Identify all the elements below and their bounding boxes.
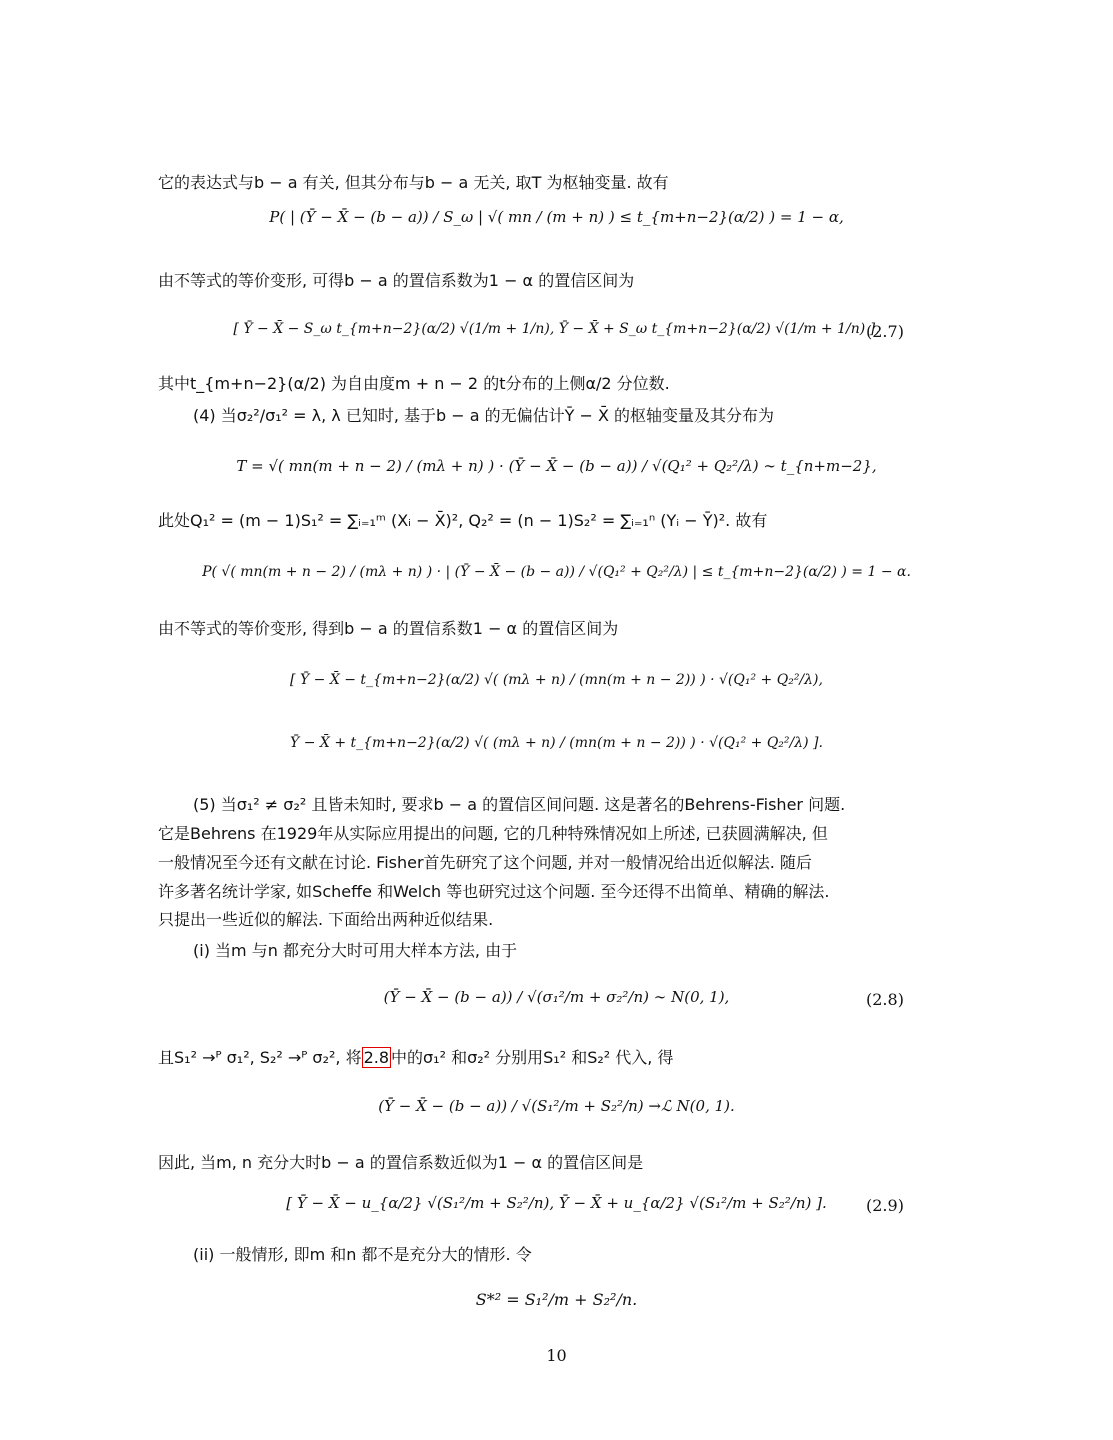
equation-interval-upper: Ȳ − X̄ + t_{m+n−2}(α/2) √( (mλ + n) / (mn(m + n − 2)) ) · √(Q₁² + Q₂²/λ) ]. [290, 735, 823, 751]
equation-number: (2.7) [866, 322, 904, 341]
text-span: 中的σ₁² 和σ₂² 分别用S₁² 和S₂² 代入, 得 [391, 1048, 674, 1067]
paragraph-line: 因此, 当m, n 充分大时b − a 的置信系数近似为1 − α 的置信区间是 [158, 1153, 644, 1172]
equation-2-8: (Ȳ − X̄ − (b − a)) / √(σ₁²/m + σ₂²/n) ∼ N(0, 1), [383, 988, 730, 1006]
paragraph-line: (ii) 一般情形, 即m 和n 都不是充分大的情形. 令 [193, 1245, 532, 1264]
paragraph-line: 一般情况至今还有文献在讨论. Fisher首先研究了这个问题, 并对一般情况给出近似解法. 随后 [158, 853, 812, 872]
equation-interval-lower: [ Ȳ − X̄ − t_{m+n−2}(α/2) √( (mλ + n) / (mn(m + n − 2)) ) · √(Q₁² + Q₂²/λ), [290, 672, 823, 688]
paragraph-line: 由不等式的等价变形, 得到b − a 的置信系数1 − α 的置信区间为 [158, 619, 619, 638]
paragraph-line: 它是Behrens 在1929年从实际应用提出的问题, 它的几种特殊情况如上所述, 已获圆满解决, 但 [158, 824, 828, 843]
paragraph-line: (4) 当σ₂²/σ₁² = λ, λ 已知时, 基于b − a 的无偏估计Ȳ − X̄ 的枢轴变量及其分布为 [193, 406, 775, 425]
paragraph-line: (5) 当σ₁² ≠ σ₂² 且皆未知时, 要求b − a 的置信区间问题. 这是著名的Behrens-Fisher 问题. [193, 795, 846, 814]
paragraph-line: 许多著名统计学家, 如Scheffe 和Welch 等也研究过这个问题. 至今还得不出简单、精确的解法. [158, 882, 830, 901]
equation-S-star: S*² = S₁²/m + S₂²/n. [475, 1290, 638, 1309]
equation-2-7: [ Ȳ − X̄ − S_ω t_{m+n−2}(α/2) √(1/m + 1/n), Ȳ − X̄ + S_ω t_{m+n−2}(α/2) √(1/m + 1/n) ], [233, 321, 880, 337]
paragraph-line: 只提出一些近似的解法. 下面给出两种近似结果. [158, 910, 494, 929]
equation-2-9: [ Ȳ − X̄ − u_{α/2} √(S₁²/m + S₂²/n), Ȳ − X̄ + u_{α/2} √(S₁²/m + S₂²/n) ]. [286, 1194, 827, 1212]
paragraph-line: 它的表达式与b − a 有关, 但其分布与b − a 无关, 取T 为枢轴变量. 故有 [158, 173, 669, 192]
equation-reference-link[interactable]: 2.8 [363, 1048, 390, 1067]
equation: P( | (Ȳ − X̄ − (b − a)) / S_ω | √( mn / (m + n) ) ≤ t_{m+n−2}(α/2) ) = 1 − α, [269, 208, 844, 226]
equation-P: P( √( mn(m + n − 2) / (mλ + n) ) · | (Ȳ − X̄ − (b − a)) / √(Q₁² + Q₂²/λ) | ≤ t_{m+n−2}(α/2) ) = 1 − α. [202, 564, 911, 580]
page-number: 10 [546, 1346, 567, 1365]
paragraph-line [158, 1048, 904, 1069]
equation-T: T = √( mn(m + n − 2) / (mλ + n) ) · (Ȳ − X̄ − (b − a)) / √(Q₁² + Q₂²/λ) ∼ t_{n+m−2}, [236, 457, 877, 475]
equation-number: (2.9) [866, 1196, 904, 1215]
paragraph-line: 由不等式的等价变形, 可得b − a 的置信系数为1 − α 的置信区间为 [158, 271, 635, 290]
paragraph-line: 此处Q₁² = (m − 1)S₁² = ∑ᵢ₌₁ᵐ (Xᵢ − X̄)², Q₂² = (n − 1)S₂² = ∑ᵢ₌₁ⁿ (Yᵢ − Ȳ)². 故有 [158, 511, 768, 530]
equation-number: (2.8) [866, 990, 904, 1009]
equation-convergence: (Ȳ − X̄ − (b − a)) / √(S₁²/m + S₂²/n) →ℒ N(0, 1). [378, 1097, 735, 1115]
text-span: 且S₁² →ᴾ σ₁², S₂² →ᴾ σ₂², 将 [158, 1048, 362, 1067]
paragraph-line: (i) 当m 与n 都充分大时可用大样本方法, 由于 [193, 941, 518, 960]
paragraph-line: 其中t_{m+n−2}(α/2) 为自由度m + n − 2 的t分布的上侧α/2 分位数. [158, 374, 670, 393]
